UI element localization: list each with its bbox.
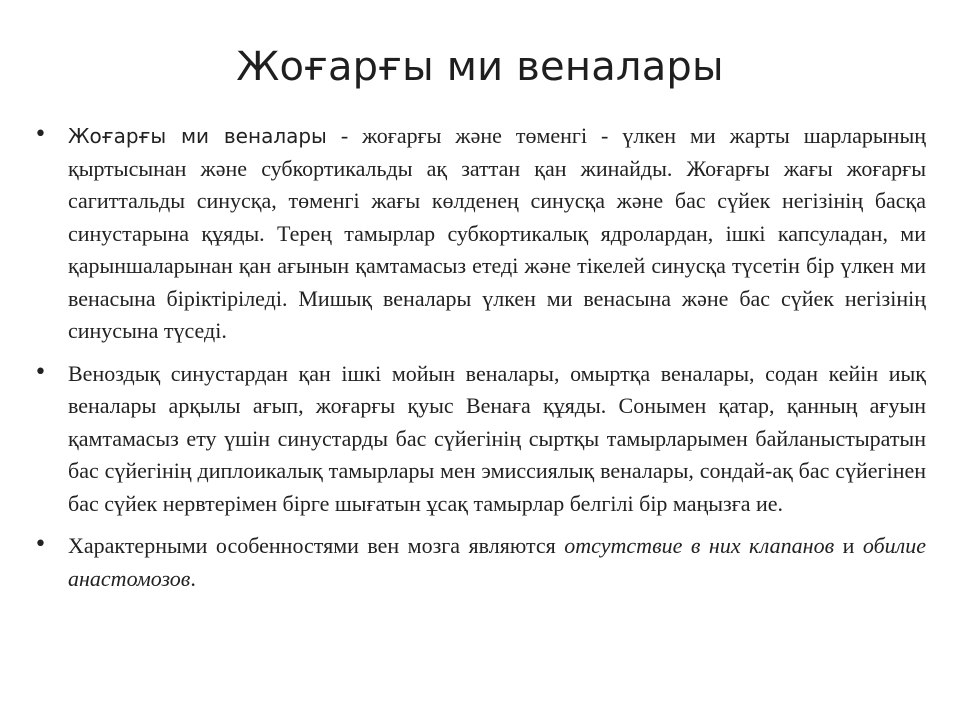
bullet-item-superior-veins	[34, 120, 926, 348]
slide-title: Жоғарғы ми веналары	[236, 44, 724, 90]
bullet-list	[34, 120, 926, 605]
bullet-dot-icon: •	[34, 122, 47, 147]
lead-term: Жоғарғы ми веналары	[68, 124, 327, 148]
bullet-item-venous-sinuses	[34, 358, 926, 521]
bullet-dot-icon: •	[34, 359, 47, 385]
bullet-text: Характерными особенностями вен мозга являются	[68, 533, 565, 558]
bullet-dot-icon: •	[34, 532, 47, 557]
bullet-text-conjunction: и	[834, 533, 863, 558]
bullet-text: Веноздық синустардан қан ішкі мойын веналары, омыртқа веналары, содан кейін иық веналары арқылы ағып, жоғарғы қуыс Венаға құяды. Сонымен қатар, қанның ағуын қамтамасыз ету үшін синустарды бас сүйегінің сыртқы тамырларымен байланыстыратын бас сүйегінің диплоикалық тамырлары мен эмиссиялық веналары, сондай-ақ бас сүйегінен бас сүйек нервтерімен бірге шығатын ұсақ тамырлар белгілі бір маңызға ие.	[68, 360, 926, 516]
bullet-item-characteristics	[34, 530, 926, 595]
italic-phrase-anastomoses: обилие анастомозов	[68, 533, 927, 591]
bullet-text: - жоғарғы және төменгі - үлкен ми жарты шарларының қыртысынан және субкортикальды ақ заттан қан жинайды. Жоғарғы жағы жоғарғы сагиттальды синусқа, төменгі жағы көлденең синусқа және бас сүйек негізінің басқа синустарына құяды. Терең тамырлар субкортикалық ядролардан, ішкі капсуладан, ми қарыншаларынан қан ағынын қамтамасыз етеді және тікелей синусқа түсетін бір үлкен ми венасына біріктіріледі. Мишық веналары үлкен ми венасына және бас сүйек негізінің синусына түседі.	[68, 123, 926, 343]
bullet-text-end: .	[190, 565, 196, 591]
italic-phrase-no-valves: отсутствие в них клапанов	[564, 533, 835, 558]
